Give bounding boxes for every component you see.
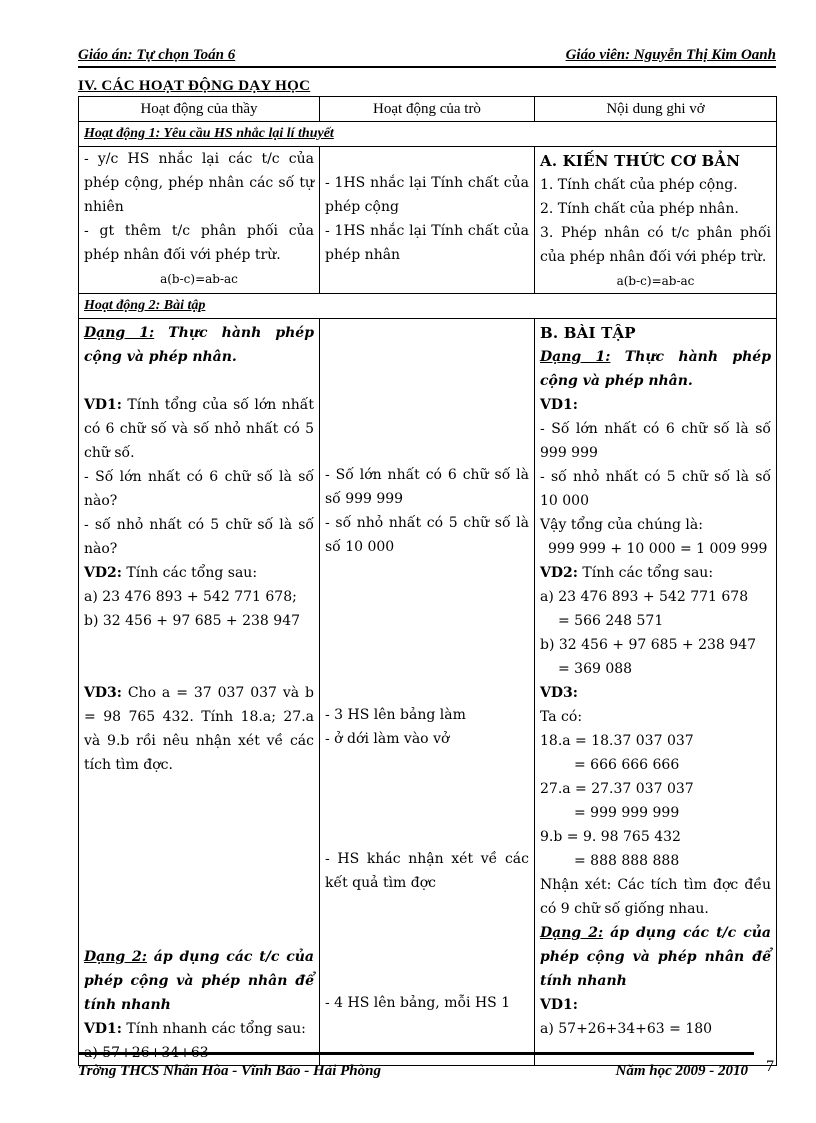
vd2-label: VD2:: [84, 565, 122, 581]
notes-vd2-label: VD2:: [540, 565, 578, 581]
activity2-notes-cell: [535, 319, 777, 1066]
student-text: - HS khác nhận xét về các kết quả tìm đợc: [325, 851, 529, 891]
activity1-title: Hoạt động 1: Yêu cầu HS nhắc lại lí thuyết: [79, 122, 777, 147]
notes-text: - số nhỏ nhất có 5 chữ số là số 10 000: [540, 469, 771, 509]
notes-text: = 566 248 571: [558, 613, 664, 629]
student-text: - Số lớn nhất có 6 chữ số là số 999 999: [325, 467, 529, 507]
footer-school: Trờng THCS Nhân Hòa - Vĩnh Bảo - Hải Phòng: [78, 1063, 381, 1079]
notes-text: 9.b = 9. 98 765 432: [540, 829, 681, 845]
dang1-text: Thực hành phép cộng và phép nhân.: [84, 325, 314, 365]
notes-text: 18.a = 18.37 037 037: [540, 733, 694, 749]
notes-text: a) 57+26+34+63 = 180: [540, 1021, 713, 1037]
notes-vd1b: VD1:: [540, 997, 578, 1013]
teacher-text: - y/c HS nhắc lại các t/c của phép cộng, phép nhân các số tự nhiên: [84, 151, 314, 215]
column-header-student: Hoạt động của trò: [320, 97, 535, 122]
footer-year: Năm học 2009 - 2010: [615, 1063, 748, 1079]
notes-text: 1. Tính chất của phép cộng.: [540, 177, 738, 193]
notes-text: Nhận xét: Các tích tìm đợc đều có 9 chữ số giống nhau.: [540, 877, 771, 917]
notes-text: b) 32 456 + 97 685 + 238 947: [540, 637, 757, 653]
activity1-teacher-cell: [79, 147, 320, 294]
activity1-student-cell: [320, 147, 535, 294]
student-text: - 1HS nhắc lại Tính chất của phép cộng: [325, 175, 529, 215]
teacher-text: - gt thêm t/c phân phối của phép nhân đối với phép trừ.: [84, 223, 314, 263]
student-text: - số nhỏ nhất có 5 chữ số là số 10 000: [325, 515, 529, 555]
vd3-text: Cho a = 37 037 037 và b = 98 765 432. Tính 18.a; 27.a và 9.b rồi nêu nhận xét về các tích tìm đợc.: [84, 685, 314, 773]
student-text: - 1HS nhắc lại Tính chất của phép nhân: [325, 223, 529, 263]
activity1-title-row: [79, 122, 777, 147]
notes-dang2-label: Dạng 2:: [540, 925, 604, 941]
vd1-label: VD1:: [84, 397, 122, 413]
activity2-student-cell: [320, 319, 535, 1066]
column-header-teacher: Hoạt động của thầy: [79, 97, 320, 122]
table-header-row: [79, 97, 777, 122]
notes-dang1-text: Thực hành phép cộng và phép nhân.: [540, 349, 771, 389]
notes-vd3: VD3:: [540, 685, 578, 701]
page-header: [78, 44, 776, 68]
notes-text: Vậy tổng của chúng là:: [540, 517, 703, 533]
dang1-label: Dạng 1:: [84, 325, 155, 341]
activity1-notes-cell: [535, 147, 777, 294]
notes-text: = 369 088: [558, 661, 633, 677]
notes-dang1-label: Dạng 1:: [540, 349, 611, 365]
activity2-title-row: [79, 294, 777, 319]
page-number: 7: [766, 1058, 774, 1075]
notes-text: a) 23 476 893 + 542 771 678: [540, 589, 749, 605]
student-text: - 4 HS lên bảng, mỗi HS 1: [325, 995, 511, 1011]
vd1b-text: Tính nhanh các tổng sau:: [121, 1021, 306, 1037]
activity2-title: Hoạt động 2: Bài tập: [79, 294, 777, 319]
notes-text: Ta có:: [540, 709, 583, 725]
column-header-notes: Nội dung ghi vở: [535, 97, 777, 122]
notes-heading: A. KIẾN THỨC CƠ BẢN: [540, 152, 741, 170]
vd1-text: Tính tổng của số lớn nhất có 6 chữ số và số nhỏ nhất có 5 chữ số.: [84, 397, 314, 461]
formula: a(b-c)=ab-ac: [160, 272, 238, 286]
header-teacher: Giáo viên: Nguyễn Thị Kim Oanh: [565, 47, 776, 63]
section-title: IV. CÁC HOẠT ĐỘNG DẠY HỌC: [78, 78, 311, 94]
notes-text: 3. Phép nhân có t/c phân phối của phép nhân đối với phép trừ.: [540, 225, 771, 265]
activity2-teacher-cell: [79, 319, 320, 1066]
notes-heading: B. BÀI TẬP: [540, 324, 636, 342]
notes-dang2-text: áp dụng các t/c của phép cộng và phép nhân để tính nhanh: [540, 925, 771, 989]
student-text: - ở dới làm vào vở: [325, 731, 450, 747]
notes-text: = 999 999 999: [574, 805, 680, 821]
activity1-row: [79, 147, 777, 294]
notes-text: 2. Tính chất của phép nhân.: [540, 201, 739, 217]
teacher-question: - số nhỏ nhất có 5 chữ số là số nào?: [84, 517, 314, 557]
notes-text: 999 999 + 10 000 = 1 009 999: [548, 541, 768, 557]
teacher-text: a) 57+26+34+63: [84, 1045, 209, 1061]
teacher-text: b) 32 456 + 97 685 + 238 947: [84, 613, 301, 629]
dang2-label: Dạng 2:: [84, 949, 147, 965]
dang2-text: áp dụng các t/c của phép cộng và phép nhân để tính nhanh: [84, 949, 315, 1013]
notes-text: 27.a = 27.37 037 037: [540, 781, 694, 797]
notes-vd2-text: Tính các tổng sau:: [577, 565, 714, 581]
notes-text: - Số lớn nhất có 6 chữ số là số 999 999: [540, 421, 771, 461]
lesson-table: [78, 96, 777, 1066]
formula: a(b-c)=ab-ac: [616, 274, 695, 288]
notes-text: = 888 888 888: [574, 853, 680, 869]
vd3-label: VD3:: [84, 685, 122, 701]
vd1b-label: VD1:: [84, 1021, 122, 1037]
vd2-text: Tính các tổng sau:: [121, 565, 258, 581]
teacher-text: a) 23 476 893 + 542 771 678;: [84, 589, 297, 605]
notes-vd1: VD1:: [540, 397, 578, 413]
teacher-question: - Số lớn nhất có 6 chữ số là số nào?: [84, 469, 314, 509]
header-subject: Giáo án: Tự chọn Toán 6: [78, 47, 236, 63]
activity2-row: [79, 319, 777, 1066]
notes-text: = 666 666 666: [574, 757, 680, 773]
student-text: - 3 HS lên bảng làm: [325, 707, 466, 723]
